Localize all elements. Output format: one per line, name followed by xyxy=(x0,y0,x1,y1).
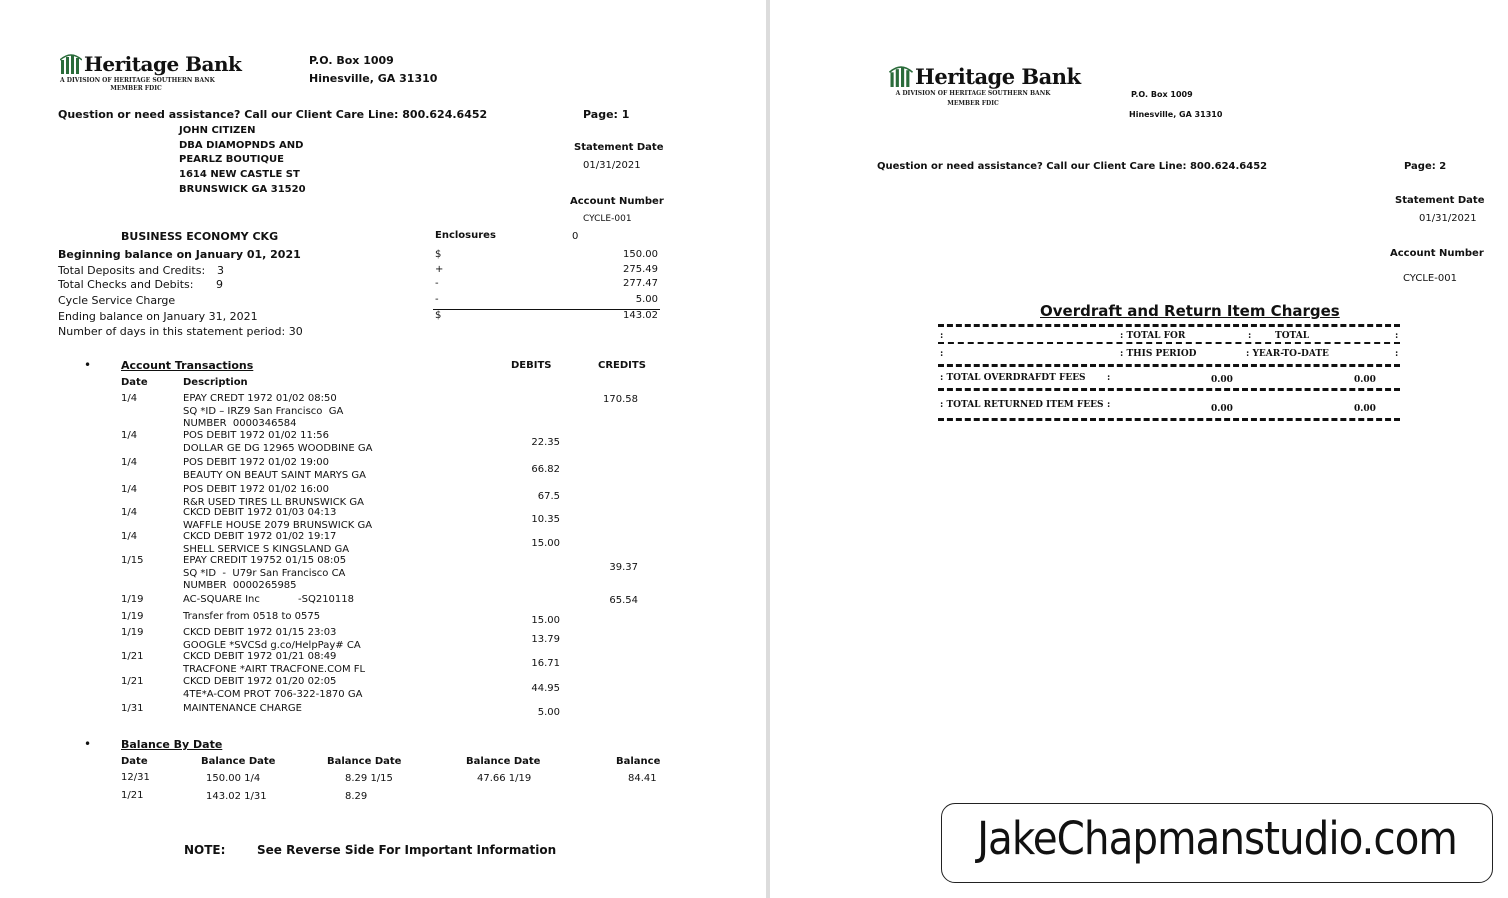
account-number: CYCLE-001 xyxy=(583,214,632,224)
dashed-rule xyxy=(938,364,1400,367)
transaction-date: 1/21 xyxy=(121,676,144,687)
fee-colon: : xyxy=(1107,373,1111,383)
transaction-description: TRACFONE *AIRT TRACFONE.COM FL xyxy=(183,663,366,675)
transaction-description: AC-SQUARE Inc -SQ210118 xyxy=(183,594,355,605)
transaction-date: 1/4 xyxy=(121,457,138,468)
bank-name: Heritage Bank xyxy=(84,52,242,76)
summary-label: Beginning balance on January 01, 2021 xyxy=(58,248,301,261)
bank-division: A DIVISION OF HERITAGE SOUTHERN BANK xyxy=(895,90,1051,97)
header-cell: : TOTAL FOR xyxy=(1120,331,1186,341)
transaction-description: EPAY CREDIT 19752 01/15 08:05 xyxy=(183,555,347,566)
summary-amount: 143.02 xyxy=(623,310,658,321)
transaction-debit: 66.82 xyxy=(531,464,560,475)
transaction-description: SQ *ID – IRZ9 San Francisco GA xyxy=(183,405,344,417)
balance-cell: 150.00 1/4 xyxy=(206,773,261,784)
debits-header: DEBITS xyxy=(511,360,552,371)
transaction-debit: 67.5 xyxy=(537,491,560,502)
statement-date: 01/31/2021 xyxy=(1419,213,1477,224)
help-line: Question or need assistance? Call our Client Care Line: 800.624.6452 xyxy=(58,108,488,121)
transaction-description: DOLLAR GE DG 12965 WOODBINE GA xyxy=(183,442,373,454)
transaction-credit: 65.54 xyxy=(609,595,638,606)
dashed-rule xyxy=(938,418,1400,421)
transaction-description: NUMBER 0000346584 xyxy=(183,418,297,429)
transaction-description: Transfer from 0518 to 0575 xyxy=(183,611,321,622)
header-cell: : xyxy=(1395,349,1399,359)
bank-city: Hinesville, GA 31310 xyxy=(1129,110,1223,119)
enclosures-label: Enclosures xyxy=(435,230,496,241)
transaction-description: MAINTENANCE CHARGE xyxy=(183,703,302,714)
bank-name: Heritage Bank xyxy=(915,64,1081,89)
overdraft-title: Overdraft and Return Item Charges xyxy=(1040,302,1340,320)
header-cell: : YEAR-TO-DATE xyxy=(1246,349,1329,359)
transaction-description: EPAY CREDT 1972 01/02 08:50 xyxy=(183,393,337,404)
bank-division: A DIVISION OF HERITAGE SOUTHERN BANK xyxy=(60,77,215,84)
address-line: 1614 NEW CASTLE ST xyxy=(179,169,300,180)
note-label: NOTE: xyxy=(184,843,226,857)
summary-amount: 5.00 xyxy=(635,294,658,305)
header-cell: : THIS PERIOD xyxy=(1120,349,1197,359)
transaction-date: 1/19 xyxy=(121,594,144,605)
bank-po-box: P.O. Box 1009 xyxy=(309,54,394,67)
transaction-date: 1/19 xyxy=(121,627,144,638)
balance-header: Balance xyxy=(616,756,661,767)
balance-cell: 8.29 xyxy=(345,791,368,802)
transaction-description: 4TE*A-COM PROT 706-322-1870 GA xyxy=(183,688,363,700)
address-line: BRUNSWICK GA 31520 xyxy=(179,184,306,195)
bank-po-box: P.O. Box 1009 xyxy=(1131,90,1193,99)
fee-label: : TOTAL OVERDRAFDT FEES xyxy=(940,373,1086,383)
fee-period: 0.00 xyxy=(1211,404,1233,414)
transaction-date: 1/4 xyxy=(121,484,138,495)
transaction-description: POS DEBIT 1972 01/02 16:00 xyxy=(183,484,329,495)
transaction-debit: 5.00 xyxy=(537,707,560,718)
transaction-description: R&R USED TIRES LL BRUNSWICK GA xyxy=(183,496,365,508)
watermark-box xyxy=(941,803,1493,883)
balance-header: Date xyxy=(121,756,148,767)
transaction-description: SHELL SERVICE S KINGSLAND GA xyxy=(183,543,350,555)
transaction-description: NUMBER 0000265985 xyxy=(183,580,297,591)
transaction-date: 1/19 xyxy=(121,611,144,622)
summary-amount: 150.00 xyxy=(623,249,658,260)
balance-cell: 84.41 xyxy=(628,773,657,784)
dashed-rule xyxy=(938,342,1400,344)
summary-sign: $ xyxy=(435,310,442,321)
fee-label: : TOTAL RETURNED ITEM FEES xyxy=(940,400,1104,410)
summary-sign: + xyxy=(435,264,444,275)
enclosures-value: 0 xyxy=(572,231,579,242)
transaction-date: 1/4 xyxy=(121,393,138,404)
bank-city: Hinesville, GA 31310 xyxy=(309,72,438,85)
bank-fdic: MEMBER FDIC xyxy=(947,100,999,107)
transaction-description: CKCD DEBIT 1972 01/03 04:13 xyxy=(183,507,337,518)
transaction-description: POS DEBIT 1972 01/02 11:56 xyxy=(183,430,329,441)
transaction-date: 1/31 xyxy=(121,703,144,714)
fee-period: 0.00 xyxy=(1211,375,1233,385)
statement-date-label: Statement Date xyxy=(1395,195,1485,206)
header-cell: TOTAL xyxy=(1275,331,1310,341)
fee-ytd: 0.00 xyxy=(1354,375,1376,385)
bank-building-icon xyxy=(60,54,82,74)
balance-title: Balance By Date xyxy=(121,738,223,751)
header-cell: : xyxy=(940,331,944,341)
bank-fdic: MEMBER FDIC xyxy=(110,85,162,92)
summary-count: 3 xyxy=(217,264,224,277)
transaction-credit: 170.58 xyxy=(603,394,638,405)
transaction-date: 1/4 xyxy=(121,507,138,518)
transaction-description: BEAUTY ON BEAUT SAINT MARYS GA xyxy=(183,469,366,481)
summary-sign: - xyxy=(435,278,439,289)
transactions-title: Account Transactions xyxy=(121,359,254,372)
transaction-debit: 22.35 xyxy=(531,437,560,448)
address-line: PEARLZ BOUTIQUE xyxy=(179,154,284,165)
balance-cell: 12/31 xyxy=(121,772,150,783)
transaction-debit: 13.79 xyxy=(531,634,560,645)
account-type: BUSINESS ECONOMY CKG xyxy=(121,230,279,243)
summary-amount: 277.47 xyxy=(623,278,658,289)
transaction-date: 1/4 xyxy=(121,531,138,542)
summary-label: Cycle Service Charge xyxy=(58,294,176,307)
transaction-debit: 15.00 xyxy=(531,538,560,549)
summary-count: 9 xyxy=(216,278,223,291)
dashed-rule xyxy=(938,324,1400,327)
summary-sign: $ xyxy=(435,249,442,260)
help-line: Question or need assistance? Call our Client Care Line: 800.624.6452 xyxy=(877,161,1268,172)
fee-colon: : xyxy=(1107,400,1111,410)
account-number: CYCLE-001 xyxy=(1403,273,1457,284)
transaction-description: CKCD DEBIT 1972 01/21 08:49 xyxy=(183,651,337,662)
summary-label: Total Deposits and Credits: xyxy=(58,264,206,277)
header-cell: : xyxy=(940,349,944,359)
account-number-label: Account Number xyxy=(1390,248,1484,259)
transaction-description: POS DEBIT 1972 01/02 19:00 xyxy=(183,457,329,468)
statement-date: 01/31/2021 xyxy=(583,160,641,171)
description-header: Description xyxy=(183,377,248,388)
transaction-description: GOOGLE *SVCSd g.co/HelpPay# CA xyxy=(183,639,361,651)
balance-cell: 47.66 1/19 xyxy=(477,773,532,784)
transaction-date: 1/4 xyxy=(121,430,138,441)
transaction-date: 1/15 xyxy=(121,555,144,566)
credits-header: CREDITS xyxy=(598,360,646,371)
address-line: JOHN CITIZEN xyxy=(179,125,256,136)
summary-amount: 275.49 xyxy=(623,264,658,275)
summary-label: Total Checks and Debits: xyxy=(58,278,194,291)
statement-date-label: Statement Date xyxy=(574,142,664,153)
transaction-debit: 15.00 xyxy=(531,615,560,626)
balance-cell: 8.29 1/15 xyxy=(345,773,393,784)
balance-cell: 143.02 1/31 xyxy=(206,791,267,802)
header-cell: : xyxy=(1248,331,1252,341)
transaction-description: WAFFLE HOUSE 2079 BRUNSWICK GA xyxy=(183,519,373,531)
balance-header: Balance Date xyxy=(201,756,276,767)
transaction-debit: 44.95 xyxy=(531,683,560,694)
address-line: DBA DIAMOPNDS AND xyxy=(179,140,304,151)
transaction-description: CKCD DEBIT 1972 01/20 02:05 xyxy=(183,676,337,687)
transaction-description: CKCD DEBIT 1972 01/15 23:03 xyxy=(183,627,337,638)
transaction-description: SQ *ID - U79r San Francisco CA xyxy=(183,567,346,579)
transaction-date: 1/21 xyxy=(121,651,144,662)
header-cell: : xyxy=(1395,331,1399,341)
transaction-description: CKCD DEBIT 1972 01/02 19:17 xyxy=(183,531,337,542)
statement-page-2 xyxy=(770,0,1508,898)
account-number-label: Account Number xyxy=(570,196,664,207)
page-number: Page: 1 xyxy=(583,108,630,121)
bullet-icon: • xyxy=(84,358,92,372)
balance-header: Balance Date xyxy=(327,756,402,767)
date-header: Date xyxy=(121,377,148,388)
bullet-icon: • xyxy=(84,737,92,751)
watermark-text: JakeChapmanstudio.com xyxy=(977,812,1457,865)
balance-header: Balance Date xyxy=(466,756,541,767)
transaction-debit: 10.35 xyxy=(531,514,560,525)
balance-cell: 1/21 xyxy=(121,790,144,801)
transaction-debit: 16.71 xyxy=(531,658,560,669)
bank-building-icon xyxy=(889,66,913,87)
note-text: See Reverse Side For Important Information xyxy=(257,843,557,857)
summary-sign: - xyxy=(435,294,439,305)
transaction-credit: 39.37 xyxy=(609,562,638,573)
page-number: Page: 2 xyxy=(1404,161,1447,172)
summary-label: Number of days in this statement period: 30 xyxy=(58,325,303,338)
dashed-rule xyxy=(938,388,1400,391)
fee-ytd: 0.00 xyxy=(1354,404,1376,414)
summary-label: Ending balance on January 31, 2021 xyxy=(58,310,258,323)
